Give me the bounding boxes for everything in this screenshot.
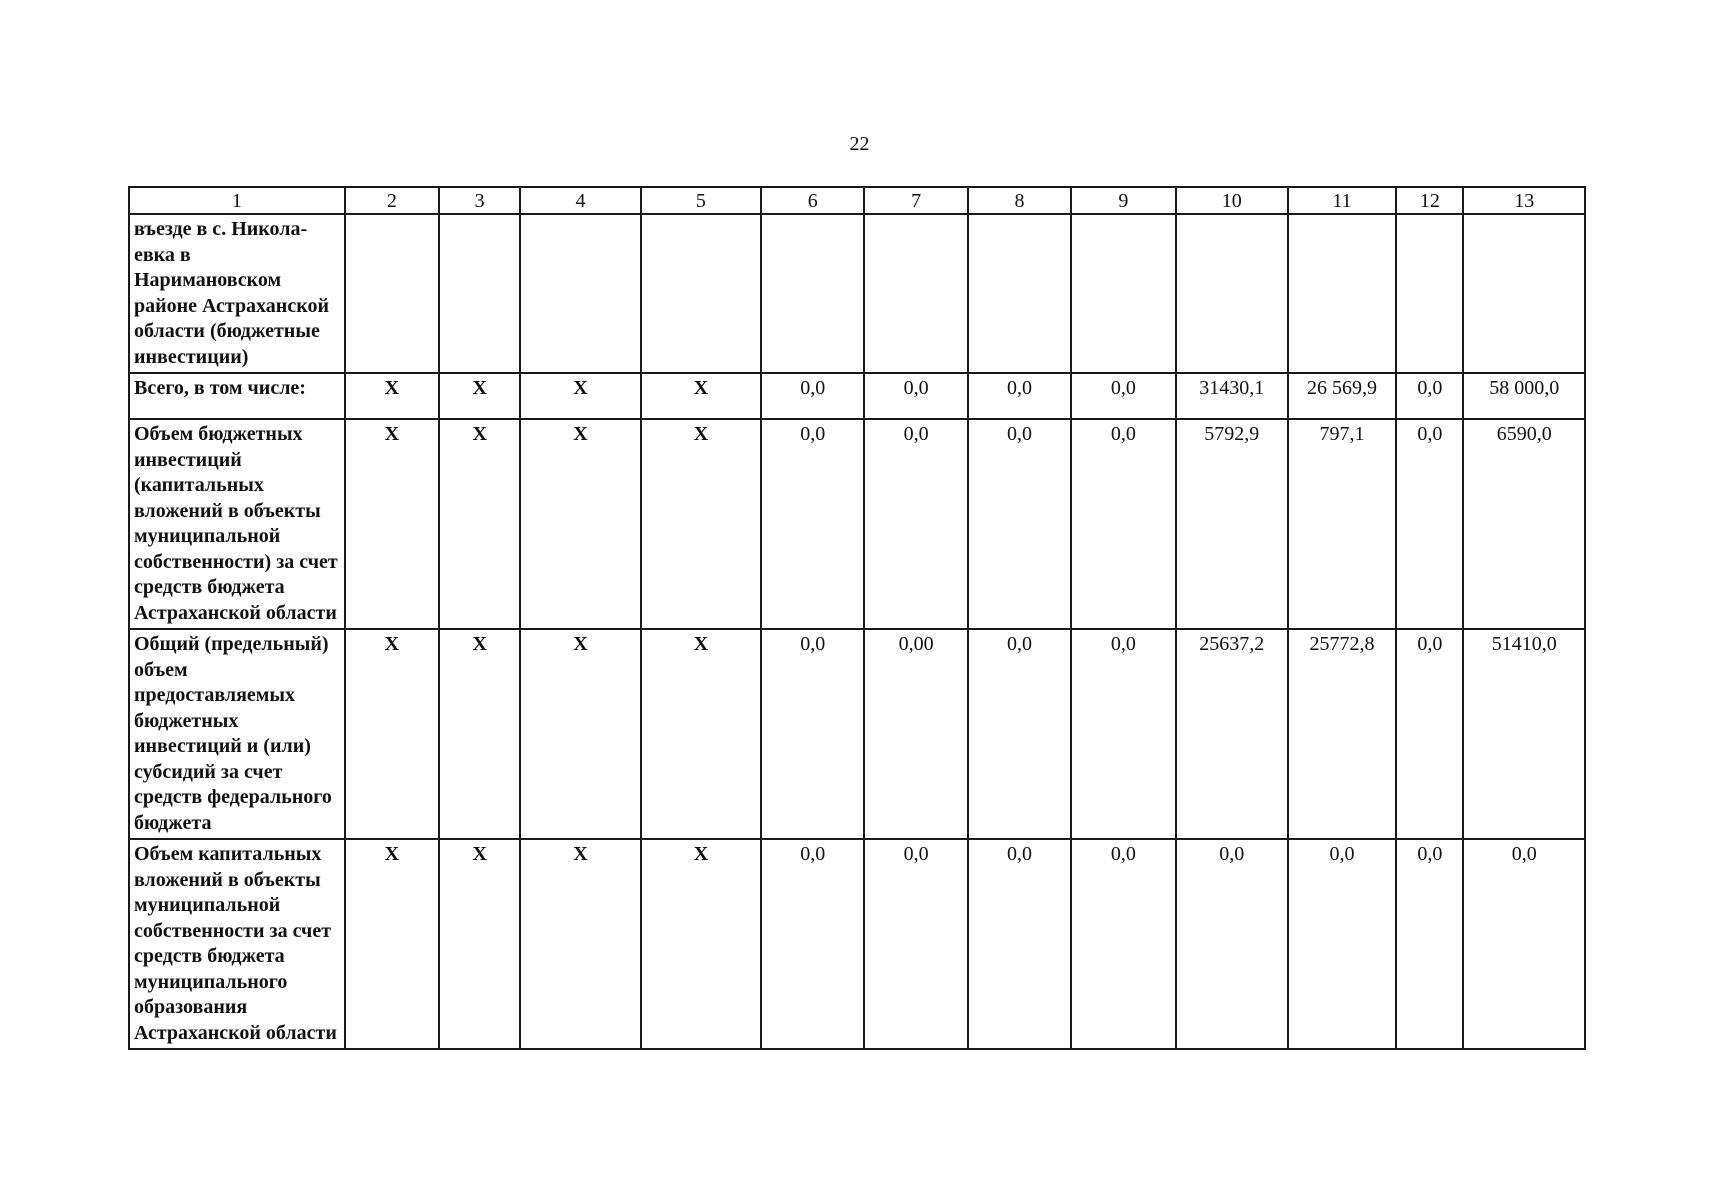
- table-cell: X: [641, 373, 761, 419]
- column-header: 2: [345, 187, 439, 214]
- table-cell: 58 000,0: [1463, 373, 1585, 419]
- column-header: 4: [520, 187, 640, 214]
- table-cell: [520, 214, 640, 373]
- column-header: 8: [968, 187, 1071, 214]
- column-header: 10: [1176, 187, 1288, 214]
- table-row: [129, 373, 1585, 419]
- table-cell: 0,0: [968, 629, 1071, 839]
- table-cell: 0,0: [968, 373, 1071, 419]
- table-cell: [439, 214, 520, 373]
- row-label: въезде в с. Никола-евка в Наримановском районе Астраханской области (бюджетные инвестиции): [129, 214, 345, 373]
- table-cell: [1176, 214, 1288, 373]
- table-cell: 0,0: [761, 839, 864, 1049]
- table-cell: [1071, 214, 1175, 373]
- table-cell: X: [345, 839, 439, 1049]
- table-cell: 0,0: [1071, 629, 1175, 839]
- row-label: Объем бюджетных инвестиций (капитальных вложений в объекты муниципальной собственности) за счет средств бюджета Астраханской области: [129, 419, 345, 629]
- table-cell: 0,0: [761, 373, 864, 419]
- table-cell: X: [439, 629, 520, 839]
- row-label: Общий (предельный) объем предоставляемых бюджетных инвестиций и (или) субсидий за счет средств федерального бюджета: [129, 629, 345, 839]
- table-cell: 31430,1: [1176, 373, 1288, 419]
- table-cell: 0,0: [1176, 839, 1288, 1049]
- table-cell: 0,0: [968, 839, 1071, 1049]
- table-cell: 25772,8: [1288, 629, 1396, 839]
- table-row: [129, 214, 1585, 373]
- row-label: Всего, в том числе:: [129, 373, 345, 419]
- table-cell: 0,0: [864, 419, 967, 629]
- table-cell: X: [520, 419, 640, 629]
- table-cell: 0,0: [1288, 839, 1396, 1049]
- table-cell: 0,0: [1396, 839, 1463, 1049]
- table-row: [129, 839, 1585, 1049]
- investment-table: [128, 186, 1586, 1050]
- column-header: 12: [1396, 187, 1463, 214]
- table-cell: 0,0: [1071, 373, 1175, 419]
- table-cell: X: [520, 373, 640, 419]
- table-cell: X: [641, 419, 761, 629]
- table-cell: 0,0: [1396, 419, 1463, 629]
- column-header: 13: [1463, 187, 1585, 214]
- table-cell: 6590,0: [1463, 419, 1585, 629]
- table-row: [129, 629, 1585, 839]
- column-header: 1: [129, 187, 345, 214]
- table-cell: 0,0: [1071, 419, 1175, 629]
- column-header: 3: [439, 187, 520, 214]
- column-header: 7: [864, 187, 967, 214]
- table-cell: 0,0: [1396, 373, 1463, 419]
- table-cell: 5792,9: [1176, 419, 1288, 629]
- table-cell: X: [345, 629, 439, 839]
- table-cell: 0,00: [864, 629, 967, 839]
- column-number-row: [129, 187, 1585, 214]
- table-cell: X: [439, 373, 520, 419]
- table-cell: 0,0: [1396, 629, 1463, 839]
- column-header: 11: [1288, 187, 1396, 214]
- table-cell: 0,0: [864, 839, 967, 1049]
- table-cell: 0,0: [968, 419, 1071, 629]
- table-cell: X: [345, 373, 439, 419]
- page-number: 22: [849, 133, 870, 155]
- table-cell: 25637,2: [1176, 629, 1288, 839]
- table-cell: 0,0: [1463, 839, 1585, 1049]
- table-row: [129, 419, 1585, 629]
- table-cell: 0,0: [761, 629, 864, 839]
- table-cell: [1288, 214, 1396, 373]
- table-cell: X: [641, 629, 761, 839]
- table-cell: 797,1: [1288, 419, 1396, 629]
- table-cell: [1463, 214, 1585, 373]
- table-cell: [345, 214, 439, 373]
- table-cell: [1396, 214, 1463, 373]
- table-cell: [761, 214, 864, 373]
- table-cell: X: [520, 629, 640, 839]
- column-header: 5: [641, 187, 761, 214]
- table-cell: X: [439, 839, 520, 1049]
- table-cell: 0,0: [864, 373, 967, 419]
- table-cell: X: [641, 839, 761, 1049]
- row-label: Объем капитальных вложений в объекты муниципальной собственности за счет средств бюджета муниципального образования Астраханской области: [129, 839, 345, 1049]
- column-header: 6: [761, 187, 864, 214]
- table-cell: 51410,0: [1463, 629, 1585, 839]
- table-cell: X: [439, 419, 520, 629]
- table-cell: 0,0: [761, 419, 864, 629]
- table-cell: [641, 214, 761, 373]
- table-cell: [968, 214, 1071, 373]
- table-cell: X: [520, 839, 640, 1049]
- table-cell: 26 569,9: [1288, 373, 1396, 419]
- table-cell: 0,0: [1071, 839, 1175, 1049]
- table-cell: [864, 214, 967, 373]
- table-cell: X: [345, 419, 439, 629]
- column-header: 9: [1071, 187, 1175, 214]
